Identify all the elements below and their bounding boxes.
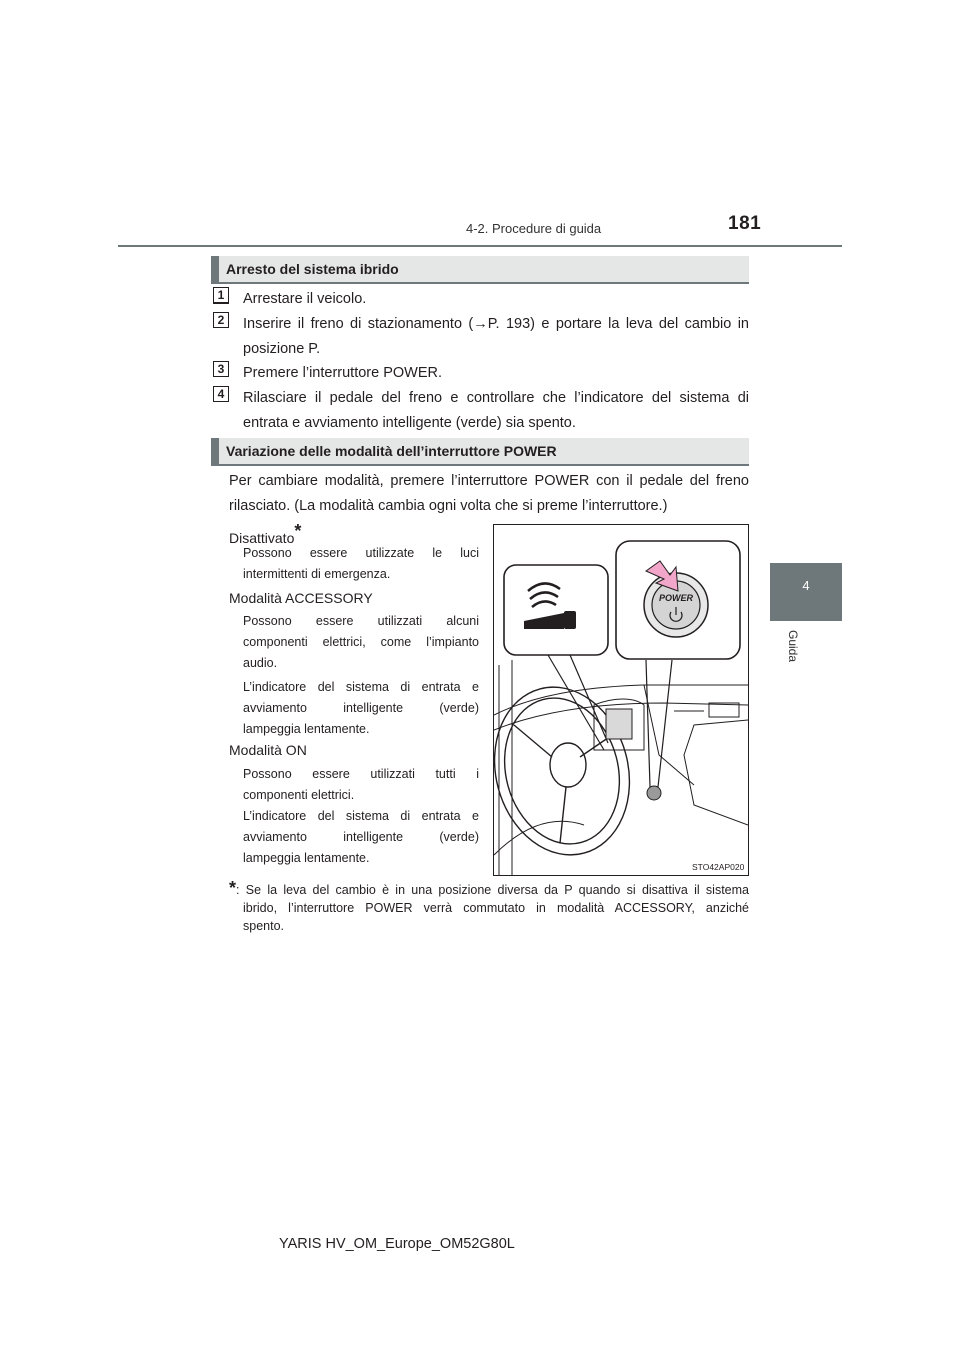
desc-line: L’indicatore del sistema di entrata e (243, 680, 479, 694)
power-switch-location (647, 786, 661, 800)
desc-line: L’indicatore del sistema di entrata e (243, 809, 479, 823)
section-title: Arresto del sistema ibrido (226, 261, 399, 277)
section-heading-variazione (211, 438, 749, 466)
step-2-line-2: posizione P. (243, 341, 321, 357)
step-rule (213, 302, 229, 304)
desc-line: lampeggia lentamente. (243, 851, 370, 865)
step-number-4: 4 (213, 386, 229, 402)
desc-line: audio. (243, 656, 278, 670)
chapter-number: 4 (802, 578, 810, 593)
smart-key-indicator-callout (504, 565, 608, 655)
footnote-line-2: ibrido, l’interruttore POWER verrà commutato in modalità ACCESSORY, anziché (243, 901, 749, 915)
step-number-1: 1 (213, 287, 229, 303)
manual-id-footer: YARIS HV_OM_Europe_OM52G80L (279, 1236, 515, 1252)
desc-line: Possono essere utilizzate le luci (243, 546, 479, 560)
intro-line-2: rilasciato. (La modalità cambia ogni volta che si preme l’interruttore.) (229, 498, 668, 514)
footnote-text: : Se la leva del cambio è in una posizione diversa da P quando si disattiva il sistema (236, 883, 749, 897)
running-header-section: 4-2. Procedure di guida (466, 221, 602, 236)
figure-power-switch (493, 524, 749, 876)
step-1-line-1: Arrestare il veicolo. (243, 291, 367, 307)
desc-line: lampeggia lentamente. (243, 722, 370, 736)
footnote-asterisk: * (229, 878, 237, 898)
step-3-text (243, 361, 749, 386)
heading-stripe (211, 438, 219, 466)
mode-name: Disattivato (229, 530, 295, 546)
mode-accessory-desc-1 (243, 611, 479, 674)
step-4-line-2: entrata e avviamento intelligente (verde) sia spento. (243, 415, 576, 431)
dashboard-illustration (494, 525, 748, 875)
footnote-line-3: spento. (243, 919, 285, 933)
mode-on-title: Modalità ON (229, 742, 307, 758)
steering-wheel (494, 672, 648, 870)
page-number: 181 (728, 213, 762, 234)
mode-accessory-title: Modalità ACCESSORY (229, 590, 373, 606)
step-2-text (243, 312, 749, 362)
header-rule (118, 245, 842, 247)
mode-accessory-desc-2 (243, 677, 479, 740)
desc-line: componenti elettrici. (243, 788, 355, 802)
footnote-line-1 (229, 879, 749, 899)
mode-on-desc-1 (243, 764, 479, 806)
desc-line: avviamento intelligente (verde) (243, 701, 479, 715)
footnote-asterisk: * (294, 521, 302, 541)
section-2-intro (229, 469, 749, 519)
power-switch-callout (616, 541, 740, 659)
step-2-line-1: Inserire il freno di stazionamento (→P. 193) e portare la leva del cambio in (243, 316, 749, 332)
desc-line: Possono essere utilizzati tutti i (243, 767, 479, 781)
intro-line-1: Per cambiare modalità, premere l’interruttore POWER con il pedale del freno (229, 473, 749, 489)
step-1-text (243, 287, 749, 312)
step-number-3: 3 (213, 361, 229, 377)
step-3-line-1: Premere l’interruttore POWER. (243, 365, 443, 381)
desc-line: intermittenti di emergenza. (243, 567, 391, 581)
step-4-line-1: Rilasciare il pedale del freno e controllare che l’indicatore del sistema di (243, 390, 749, 406)
mode-disattivato-desc (243, 543, 479, 585)
heading-stripe (211, 256, 219, 284)
step-number-2: 2 (213, 312, 229, 328)
footnote (229, 879, 749, 935)
step-4-text (243, 386, 749, 436)
desc-line: Possono essere utilizzati alcuni (243, 614, 479, 628)
figure-code: STO42AP020 (692, 862, 745, 872)
mode-on-desc-2 (243, 806, 479, 869)
power-label: POWER (658, 593, 694, 603)
chapter-label: Guida (786, 630, 800, 663)
section-title: Variazione delle modalità dell’interruttore POWER (226, 443, 557, 459)
desc-line: avviamento intelligente (verde) (243, 830, 479, 844)
desc-line: componenti elettrici, come l’impianto (243, 635, 479, 649)
section-heading-arresto (211, 256, 749, 284)
